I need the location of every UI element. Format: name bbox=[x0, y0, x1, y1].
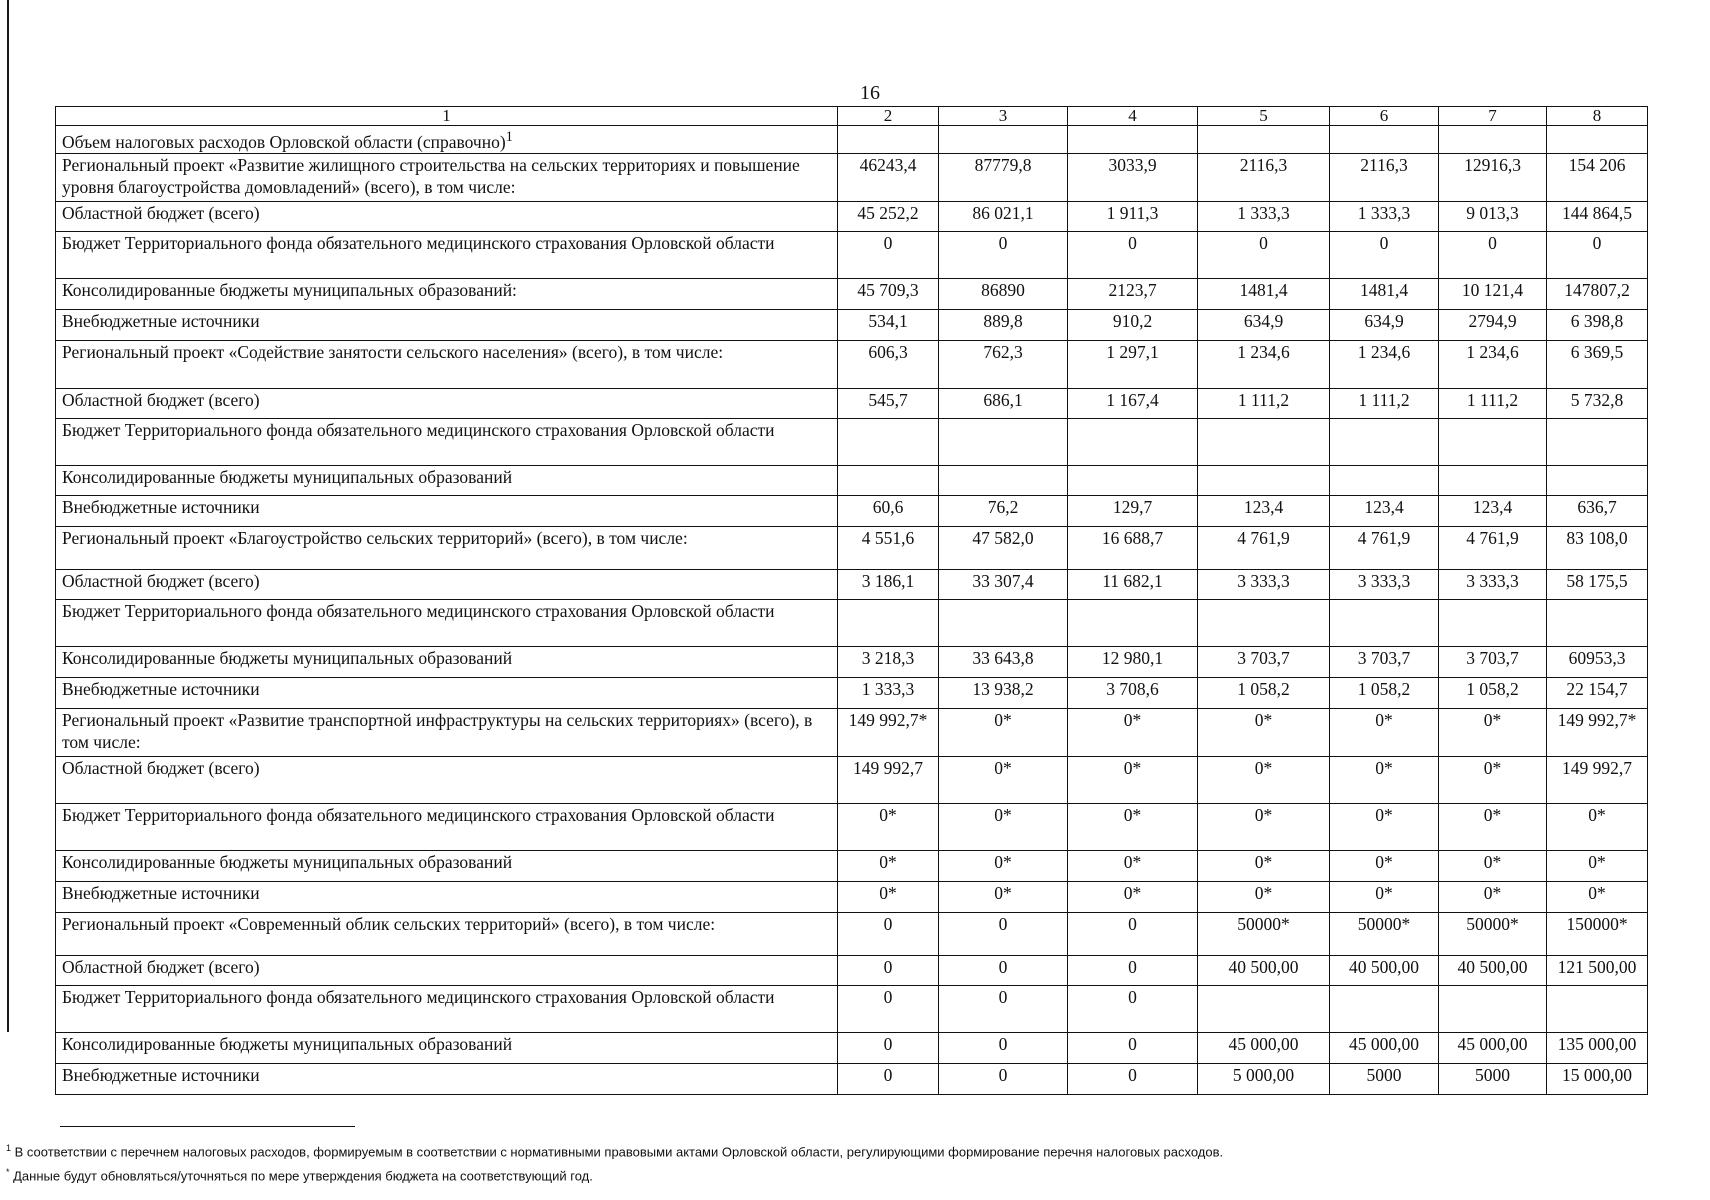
table-row bbox=[56, 1064, 1648, 1095]
value-cell: 0* bbox=[939, 804, 1068, 851]
value-cell: 3 703,7 bbox=[1198, 647, 1330, 678]
value-cell bbox=[1439, 986, 1547, 1033]
row-label bbox=[56, 647, 838, 678]
value-cell: 534,1 bbox=[838, 310, 939, 341]
value-cell: 0 bbox=[1068, 913, 1198, 956]
value-cell: 123,4 bbox=[1198, 496, 1330, 527]
row-label-text: Консолидированные бюджеты муниципальных образований bbox=[62, 852, 513, 872]
value-cell bbox=[939, 466, 1068, 496]
value-cell: 15 000,00 bbox=[1547, 1064, 1648, 1095]
row-label bbox=[56, 913, 838, 956]
value-cell: 1 058,2 bbox=[1439, 678, 1547, 709]
row-label bbox=[56, 757, 838, 804]
value-cell: 45 000,00 bbox=[1198, 1033, 1330, 1064]
value-cell: 0 bbox=[1068, 1064, 1198, 1095]
row-label-text: Консолидированные бюджеты муниципальных образований bbox=[62, 467, 513, 487]
header-cell: 1 bbox=[56, 107, 838, 126]
value-cell: 1 911,3 bbox=[1068, 202, 1198, 232]
row-label bbox=[56, 986, 838, 1033]
table-row bbox=[56, 709, 1648, 757]
row-label bbox=[56, 1064, 838, 1095]
value-cell: 83 108,0 bbox=[1547, 527, 1648, 570]
value-cell bbox=[1330, 986, 1439, 1033]
row-label bbox=[56, 496, 838, 527]
value-cell: 0* bbox=[1330, 804, 1439, 851]
value-cell: 135 000,00 bbox=[1547, 1033, 1648, 1064]
row-label-text: Региональный проект «Благоустройство сельских территорий» (всего), в том числе: bbox=[62, 528, 688, 548]
row-label bbox=[56, 851, 838, 882]
value-cell: 0 bbox=[1330, 232, 1439, 279]
value-cell: 3 333,3 bbox=[1439, 570, 1547, 600]
value-cell: 149 992,7* bbox=[1547, 709, 1648, 757]
value-cell bbox=[1439, 126, 1547, 154]
row-label-text: Консолидированные бюджеты муниципальных образований: bbox=[62, 280, 517, 300]
row-label bbox=[56, 341, 838, 389]
value-cell: 0 bbox=[939, 986, 1068, 1033]
value-cell: 45 709,3 bbox=[838, 279, 939, 310]
value-cell bbox=[1330, 126, 1439, 154]
footnote-line bbox=[6, 1162, 1666, 1186]
value-cell: 636,7 bbox=[1547, 496, 1648, 527]
table-row bbox=[56, 757, 1648, 804]
value-cell: 0* bbox=[838, 851, 939, 882]
footnotes bbox=[6, 1138, 1666, 1187]
value-cell: 5 000,00 bbox=[1198, 1064, 1330, 1095]
value-cell: 4 551,6 bbox=[838, 527, 939, 570]
row-label bbox=[56, 882, 838, 913]
row-label-text: Областной бюджет (всего) bbox=[62, 571, 260, 591]
value-cell bbox=[1198, 126, 1330, 154]
row-label-text: Региональный проект «Современный облик сельских территорий» (всего), в том числе: bbox=[62, 914, 716, 934]
footnote-ref: 1 bbox=[505, 129, 513, 145]
value-cell bbox=[1439, 419, 1547, 466]
value-cell: 33 307,4 bbox=[939, 570, 1068, 600]
value-cell bbox=[939, 600, 1068, 647]
row-label-text: Региональный проект «Развитие транспортной инфраструктуры на сельских территориях» (всего), в том числе: bbox=[62, 710, 813, 752]
row-label-text: Областной бюджет (всего) bbox=[62, 957, 260, 977]
table-row bbox=[56, 804, 1648, 851]
table-row bbox=[56, 956, 1648, 986]
value-cell: 121 500,00 bbox=[1547, 956, 1648, 986]
value-cell: 12916,3 bbox=[1439, 154, 1547, 202]
row-label bbox=[56, 419, 838, 466]
value-cell: 3 703,7 bbox=[1330, 647, 1439, 678]
value-cell: 1 058,2 bbox=[1330, 678, 1439, 709]
value-cell: 22 154,7 bbox=[1547, 678, 1648, 709]
value-cell: 0 bbox=[939, 232, 1068, 279]
table-row bbox=[56, 126, 1648, 154]
value-cell: 45 000,00 bbox=[1330, 1033, 1439, 1064]
table-row bbox=[56, 466, 1648, 496]
value-cell: 6 369,5 bbox=[1547, 341, 1648, 389]
value-cell: 3 708,6 bbox=[1068, 678, 1198, 709]
page-number: 16 bbox=[860, 82, 880, 104]
value-cell bbox=[1198, 600, 1330, 647]
value-cell: 0* bbox=[1198, 709, 1330, 757]
value-cell: 2116,3 bbox=[1198, 154, 1330, 202]
value-cell: 50000* bbox=[1330, 913, 1439, 956]
value-cell: 0* bbox=[1198, 804, 1330, 851]
value-cell: 86 021,1 bbox=[939, 202, 1068, 232]
value-cell: 0* bbox=[1439, 757, 1547, 804]
row-label-text: Областной бюджет (всего) bbox=[62, 203, 260, 223]
row-label-text: Областной бюджет (всего) bbox=[62, 390, 260, 410]
value-cell: 1 111,2 bbox=[1198, 389, 1330, 419]
value-cell: 45 252,2 bbox=[838, 202, 939, 232]
value-cell: 0 bbox=[939, 1064, 1068, 1095]
value-cell: 40 500,00 bbox=[1198, 956, 1330, 986]
table-row bbox=[56, 570, 1648, 600]
value-cell: 0* bbox=[1068, 804, 1198, 851]
table-row bbox=[56, 341, 1648, 389]
value-cell: 40 500,00 bbox=[1439, 956, 1547, 986]
value-cell bbox=[1547, 986, 1648, 1033]
value-cell: 45 000,00 bbox=[1439, 1033, 1547, 1064]
value-cell: 86890 bbox=[939, 279, 1068, 310]
value-cell: 0* bbox=[1439, 709, 1547, 757]
value-cell: 33 643,8 bbox=[939, 647, 1068, 678]
table-row bbox=[56, 678, 1648, 709]
value-cell: 16 688,7 bbox=[1068, 527, 1198, 570]
header-cell: 8 bbox=[1547, 107, 1648, 126]
value-cell: 0 bbox=[1547, 232, 1648, 279]
row-label-text: Бюджет Территориального фонда обязательного медицинского страхования Орловской области bbox=[62, 233, 775, 253]
value-cell: 0 bbox=[939, 956, 1068, 986]
value-cell: 762,3 bbox=[939, 341, 1068, 389]
footnote-text: В соответствии с перечнем налоговых расходов, формируемым в соответствии с нормативными правовыми актами Орловской области, регулирующими формирование перечня налоговых расходов. bbox=[11, 1144, 1224, 1160]
table-row bbox=[56, 1033, 1648, 1064]
value-cell: 149 992,7 bbox=[838, 757, 939, 804]
value-cell: 6 398,8 bbox=[1547, 310, 1648, 341]
table-row bbox=[56, 647, 1648, 678]
value-cell bbox=[838, 466, 939, 496]
value-cell: 0* bbox=[838, 882, 939, 913]
value-cell: 11 682,1 bbox=[1068, 570, 1198, 600]
value-cell: 154 206 bbox=[1547, 154, 1648, 202]
value-cell: 2123,7 bbox=[1068, 279, 1198, 310]
header-cell: 6 bbox=[1330, 107, 1439, 126]
value-cell: 58 175,5 bbox=[1547, 570, 1648, 600]
value-cell: 87779,8 bbox=[939, 154, 1068, 202]
value-cell: 0 bbox=[1198, 232, 1330, 279]
value-cell: 0 bbox=[838, 986, 939, 1033]
value-cell: 4 761,9 bbox=[1330, 527, 1439, 570]
value-cell: 634,9 bbox=[1198, 310, 1330, 341]
value-cell: 0* bbox=[1198, 851, 1330, 882]
table-body bbox=[56, 126, 1648, 1095]
table-row bbox=[56, 496, 1648, 527]
row-label bbox=[56, 678, 838, 709]
value-cell: 12 980,1 bbox=[1068, 647, 1198, 678]
value-cell bbox=[1330, 600, 1439, 647]
row-label-text: Консолидированные бюджеты муниципальных образований bbox=[62, 1034, 513, 1054]
row-label bbox=[56, 466, 838, 496]
value-cell: 0* bbox=[1198, 882, 1330, 913]
value-cell: 0 bbox=[1068, 956, 1198, 986]
value-cell: 0* bbox=[939, 882, 1068, 913]
value-cell: 1 234,6 bbox=[1330, 341, 1439, 389]
value-cell bbox=[1198, 986, 1330, 1033]
row-label bbox=[56, 956, 838, 986]
value-cell: 0 bbox=[838, 1064, 939, 1095]
value-cell: 0* bbox=[1068, 851, 1198, 882]
value-cell: 1 333,3 bbox=[1198, 202, 1330, 232]
row-label bbox=[56, 570, 838, 600]
table-row bbox=[56, 232, 1648, 279]
value-cell: 144 864,5 bbox=[1547, 202, 1648, 232]
value-cell: 634,9 bbox=[1330, 310, 1439, 341]
value-cell: 0* bbox=[1439, 882, 1547, 913]
value-cell: 1 167,4 bbox=[1068, 389, 1198, 419]
value-cell: 13 938,2 bbox=[939, 678, 1068, 709]
footnote-separator bbox=[60, 1126, 355, 1127]
row-label-text: Внебюджетные источники bbox=[62, 883, 260, 903]
value-cell bbox=[1330, 466, 1439, 496]
value-cell: 1 333,3 bbox=[838, 678, 939, 709]
value-cell: 3 186,1 bbox=[838, 570, 939, 600]
row-label-text: Бюджет Территориального фонда обязательного медицинского страхования Орловской области bbox=[62, 420, 775, 440]
value-cell: 0* bbox=[1068, 709, 1198, 757]
row-label-text: Объем налоговых расходов Орловской области (справочно) bbox=[62, 131, 506, 152]
value-cell: 0* bbox=[1439, 851, 1547, 882]
value-cell: 1 234,6 bbox=[1439, 341, 1547, 389]
value-cell: 0* bbox=[939, 851, 1068, 882]
value-cell bbox=[838, 600, 939, 647]
value-cell: 0* bbox=[838, 804, 939, 851]
value-cell bbox=[939, 419, 1068, 466]
value-cell: 1481,4 bbox=[1198, 279, 1330, 310]
value-cell: 129,7 bbox=[1068, 496, 1198, 527]
value-cell bbox=[1439, 466, 1547, 496]
value-cell bbox=[1439, 600, 1547, 647]
value-cell: 0 bbox=[1068, 1033, 1198, 1064]
value-cell bbox=[1547, 419, 1648, 466]
value-cell bbox=[1330, 419, 1439, 466]
value-cell: 47 582,0 bbox=[939, 527, 1068, 570]
value-cell bbox=[1547, 600, 1648, 647]
value-cell: 0 bbox=[838, 232, 939, 279]
row-label bbox=[56, 709, 838, 757]
value-cell: 0* bbox=[939, 709, 1068, 757]
header-cell: 7 bbox=[1439, 107, 1547, 126]
header-cell: 4 bbox=[1068, 107, 1198, 126]
value-cell: 889,8 bbox=[939, 310, 1068, 341]
value-cell: 1 111,2 bbox=[1330, 389, 1439, 419]
table-header-row bbox=[56, 107, 1648, 126]
header-cell: 3 bbox=[939, 107, 1068, 126]
row-label-text: Региональный проект «Развитие жилищного строительства на сельских территориях и повышение уровня благоустройства домовладений» (всего), в том числе: bbox=[62, 155, 800, 197]
row-label bbox=[56, 600, 838, 647]
value-cell: 1 234,6 bbox=[1198, 341, 1330, 389]
row-label-text: Консолидированные бюджеты муниципальных образований bbox=[62, 648, 513, 668]
table-row bbox=[56, 154, 1648, 202]
table-row bbox=[56, 986, 1648, 1033]
row-label-text: Региональный проект «Содействие занятости сельского населения» (всего), в том числе: bbox=[62, 342, 724, 362]
value-cell bbox=[939, 126, 1068, 154]
value-cell: 0 bbox=[838, 913, 939, 956]
row-label bbox=[56, 1033, 838, 1064]
table-row bbox=[56, 279, 1648, 310]
value-cell: 76,2 bbox=[939, 496, 1068, 527]
value-cell: 0 bbox=[939, 913, 1068, 956]
table-row bbox=[56, 882, 1648, 913]
value-cell: 150000* bbox=[1547, 913, 1648, 956]
value-cell: 60,6 bbox=[838, 496, 939, 527]
budget-table bbox=[55, 106, 1648, 1095]
row-label bbox=[56, 389, 838, 419]
value-cell: 2116,3 bbox=[1330, 154, 1439, 202]
value-cell bbox=[1547, 126, 1648, 154]
table-row bbox=[56, 913, 1648, 956]
table-row bbox=[56, 389, 1648, 419]
value-cell: 0* bbox=[1330, 851, 1439, 882]
value-cell: 0* bbox=[1330, 882, 1439, 913]
value-cell bbox=[1068, 419, 1198, 466]
value-cell bbox=[1547, 466, 1648, 496]
row-label bbox=[56, 126, 838, 154]
value-cell bbox=[1068, 126, 1198, 154]
row-label-text: Внебюджетные источники bbox=[62, 1065, 260, 1085]
value-cell: 50000* bbox=[1439, 913, 1547, 956]
value-cell: 545,7 bbox=[838, 389, 939, 419]
value-cell: 0 bbox=[838, 956, 939, 986]
value-cell: 686,1 bbox=[939, 389, 1068, 419]
value-cell: 0* bbox=[1198, 757, 1330, 804]
value-cell: 0* bbox=[1547, 804, 1648, 851]
value-cell: 1 297,1 bbox=[1068, 341, 1198, 389]
value-cell: 2794,9 bbox=[1439, 310, 1547, 341]
footnote-mark: * bbox=[6, 1167, 10, 1178]
table-row bbox=[56, 310, 1648, 341]
value-cell bbox=[1068, 466, 1198, 496]
table-row bbox=[56, 600, 1648, 647]
table-row bbox=[56, 851, 1648, 882]
footnote-line bbox=[6, 1138, 1666, 1162]
header-cell: 5 bbox=[1198, 107, 1330, 126]
value-cell bbox=[838, 126, 939, 154]
value-cell: 149 992,7* bbox=[838, 709, 939, 757]
row-label-text: Бюджет Территориального фонда обязательного медицинского страхования Орловской области bbox=[62, 805, 775, 825]
value-cell: 5 732,8 bbox=[1547, 389, 1648, 419]
table-row bbox=[56, 202, 1648, 232]
value-cell: 0 bbox=[939, 1033, 1068, 1064]
row-label-text: Внебюджетные источники bbox=[62, 679, 260, 699]
value-cell: 149 992,7 bbox=[1547, 757, 1648, 804]
value-cell: 123,4 bbox=[1439, 496, 1547, 527]
value-cell: 0 bbox=[1068, 986, 1198, 1033]
value-cell: 1481,4 bbox=[1330, 279, 1439, 310]
footnote-text: Данные будут обновляться/уточняться по мере утверждения бюджета на соответствующий год. bbox=[9, 1168, 593, 1184]
value-cell: 5000 bbox=[1330, 1064, 1439, 1095]
value-cell bbox=[1198, 466, 1330, 496]
value-cell: 9 013,3 bbox=[1439, 202, 1547, 232]
value-cell: 1 111,2 bbox=[1439, 389, 1547, 419]
value-cell: 10 121,4 bbox=[1439, 279, 1547, 310]
row-label-text: Бюджет Территориального фонда обязательного медицинского страхования Орловской области bbox=[62, 601, 775, 621]
value-cell: 0* bbox=[939, 757, 1068, 804]
header-cell: 2 bbox=[838, 107, 939, 126]
footnote-mark: 1 bbox=[6, 1143, 12, 1153]
value-cell: 4 761,9 bbox=[1198, 527, 1330, 570]
value-cell: 60953,3 bbox=[1547, 647, 1648, 678]
row-label bbox=[56, 154, 838, 202]
value-cell: 0* bbox=[1547, 882, 1648, 913]
value-cell: 40 500,00 bbox=[1330, 956, 1439, 986]
value-cell: 4 761,9 bbox=[1439, 527, 1547, 570]
value-cell: 123,4 bbox=[1330, 496, 1439, 527]
value-cell: 0* bbox=[1547, 851, 1648, 882]
row-label bbox=[56, 804, 838, 851]
value-cell: 0 bbox=[1068, 232, 1198, 279]
value-cell: 0 bbox=[1439, 232, 1547, 279]
value-cell: 3 333,3 bbox=[1330, 570, 1439, 600]
value-cell: 5000 bbox=[1439, 1064, 1547, 1095]
row-label-text: Областной бюджет (всего) bbox=[62, 758, 260, 778]
value-cell bbox=[1198, 419, 1330, 466]
value-cell: 3 218,3 bbox=[838, 647, 939, 678]
row-label bbox=[56, 310, 838, 341]
page-edge-line bbox=[7, 0, 9, 1032]
value-cell: 3033,9 bbox=[1068, 154, 1198, 202]
row-label-text: Бюджет Территориального фонда обязательного медицинского страхования Орловской области bbox=[62, 987, 775, 1007]
table-row bbox=[56, 527, 1648, 570]
value-cell: 3 333,3 bbox=[1198, 570, 1330, 600]
value-cell: 46243,4 bbox=[838, 154, 939, 202]
value-cell: 0 bbox=[838, 1033, 939, 1064]
value-cell: 0* bbox=[1330, 709, 1439, 757]
value-cell bbox=[1068, 600, 1198, 647]
value-cell: 0* bbox=[1068, 757, 1198, 804]
value-cell: 910,2 bbox=[1068, 310, 1198, 341]
row-label-text: Внебюджетные источники bbox=[62, 497, 260, 517]
row-label bbox=[56, 279, 838, 310]
value-cell: 50000* bbox=[1198, 913, 1330, 956]
value-cell: 1 058,2 bbox=[1198, 678, 1330, 709]
row-label-text: Внебюджетные источники bbox=[62, 311, 260, 331]
value-cell: 3 703,7 bbox=[1439, 647, 1547, 678]
row-label bbox=[56, 202, 838, 232]
value-cell: 147807,2 bbox=[1547, 279, 1648, 310]
value-cell: 0* bbox=[1439, 804, 1547, 851]
value-cell bbox=[838, 419, 939, 466]
table-row bbox=[56, 419, 1648, 466]
value-cell: 0* bbox=[1068, 882, 1198, 913]
value-cell: 606,3 bbox=[838, 341, 939, 389]
row-label bbox=[56, 232, 838, 279]
value-cell: 0* bbox=[1330, 757, 1439, 804]
value-cell: 1 333,3 bbox=[1330, 202, 1439, 232]
row-label bbox=[56, 527, 838, 570]
